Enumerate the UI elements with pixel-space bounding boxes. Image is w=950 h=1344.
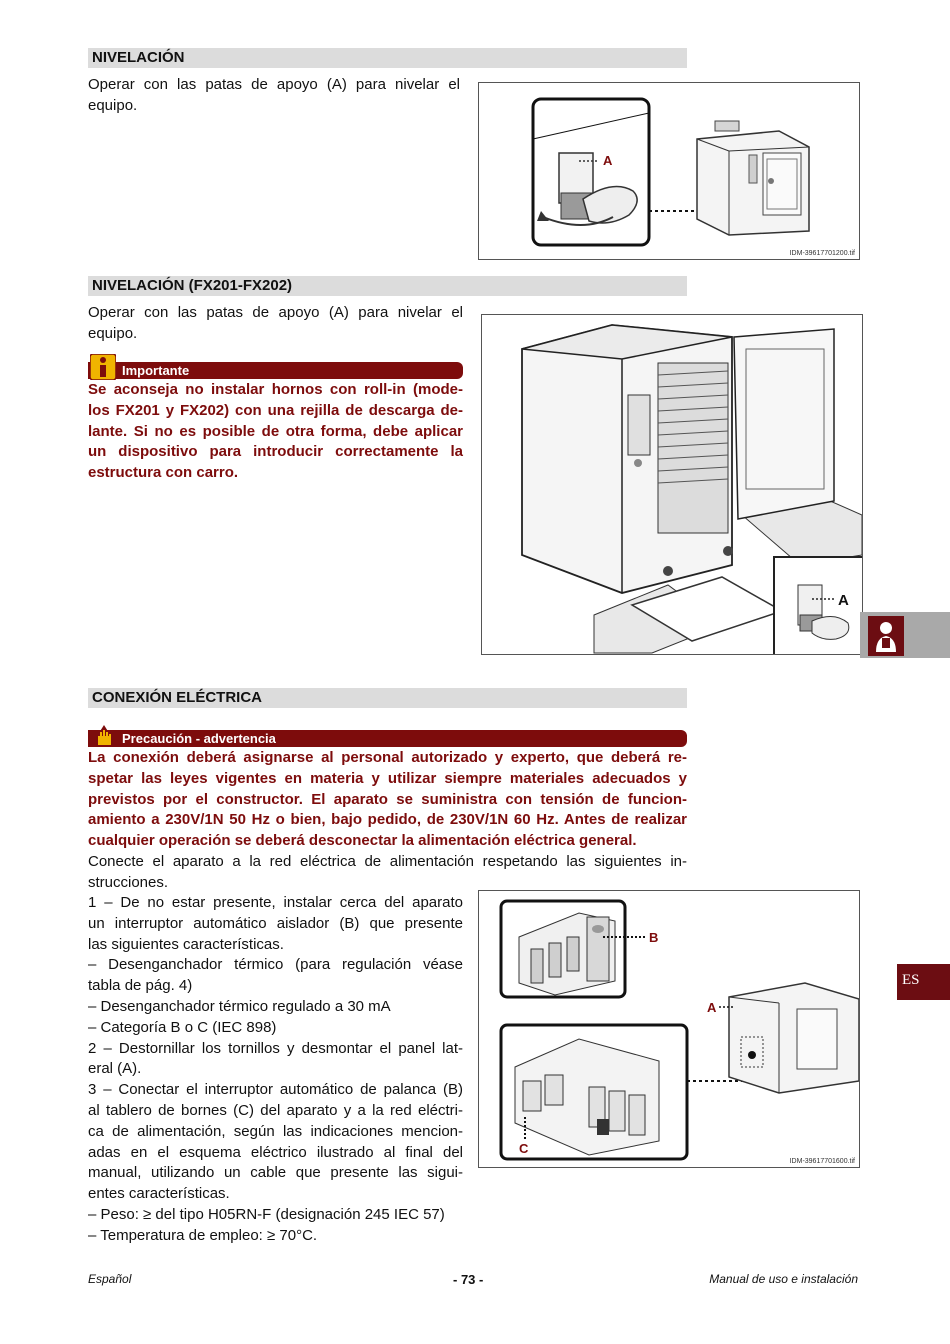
text-line: los FX201 y FX202) con una rejilla de descarga de- bbox=[88, 401, 463, 419]
figure-leveling bbox=[478, 82, 860, 260]
text-line: spetar las leyes vigentes en materia y utilizar siempre materiales adecuados y bbox=[88, 769, 687, 787]
nivelacion-fx-text bbox=[88, 303, 463, 345]
text-line: Operar con las patas de apoyo (A) para nivelar el bbox=[88, 76, 460, 93]
leveling-illustration bbox=[479, 83, 859, 259]
text-line: Conecte el aparato a la red eléctrica de alimentación respetando las siguientes in- bbox=[88, 853, 687, 870]
section-title-nivelacion-fx: NIVELACIÓN (FX201-FX202) bbox=[88, 276, 687, 296]
label-a: A bbox=[838, 592, 849, 609]
step-line: – Desenganchador térmico regulado a 30 mA bbox=[88, 997, 391, 1015]
language-tab bbox=[897, 964, 950, 1000]
section-title-conexion: CONEXIÓN ELÉCTRICA bbox=[88, 688, 687, 708]
text-line: cualquier operación se deberá desconectar la alimentación eléctrica general. bbox=[88, 832, 637, 850]
conexion-steps bbox=[88, 893, 463, 1247]
step-line: eral (A). bbox=[88, 1060, 142, 1078]
text-line: La conexión deberá asignarse al personal autorizado y experto, que deberá re- bbox=[88, 749, 687, 766]
step-line: entes características. bbox=[88, 1185, 230, 1203]
section-title-nivelacion: NIVELACIÓN bbox=[88, 48, 687, 68]
figure-id: IDM-39617701600.tif bbox=[789, 1158, 855, 1165]
footer-manual-title: Manual de uso e instalación bbox=[709, 1272, 858, 1286]
warning-text bbox=[88, 748, 687, 852]
warning-label: Precaución - advertencia bbox=[122, 731, 276, 746]
step-line: tabla de pág. 4) bbox=[88, 977, 193, 995]
text-line: equipo. bbox=[88, 324, 138, 342]
rollin-oven-illustration bbox=[482, 315, 862, 654]
page-number: - 73 - bbox=[453, 1272, 484, 1287]
step-line: manual, utilizando un cable que presente las sigui- bbox=[88, 1164, 463, 1182]
text-line: Operar con las patas de apoyo (A) para nivelar el bbox=[88, 304, 463, 321]
step-line: – Peso: ≥ del tipo H05RN-F (designación 245 IEC 57) bbox=[88, 1205, 445, 1223]
notice-text bbox=[88, 380, 463, 484]
figure-id: IDM-39617701200.tif bbox=[789, 250, 855, 257]
step-line: adas en el esquema eléctrico ilustrado al final del bbox=[88, 1143, 463, 1161]
step-line: ca de alimentación, según las indicaciones mencion- bbox=[88, 1122, 463, 1140]
warning-banner bbox=[88, 730, 687, 747]
step-line: un interruptor automático aislador (B) que presente bbox=[88, 914, 463, 932]
text-line: equipo. bbox=[88, 96, 138, 114]
side-tab-icon-box bbox=[868, 616, 904, 656]
figure-rollin-oven bbox=[481, 314, 863, 655]
step-line: – Temperatura de empleo: ≥ 70°C. bbox=[88, 1226, 318, 1244]
info-icon bbox=[90, 354, 116, 380]
step-line: – Desenganchador térmico (para regulación véase bbox=[88, 956, 463, 974]
text-line: un dispositivo para introducir correctamente la bbox=[88, 443, 463, 461]
text-line: strucciones. bbox=[88, 873, 169, 891]
label-a: A bbox=[603, 153, 613, 168]
footer-language: Español bbox=[88, 1272, 132, 1286]
step-line: 1 – De no estar presente, instalar cerca del aparato bbox=[88, 894, 463, 911]
text-line: Se aconseja no instalar hornos con roll-in (mode- bbox=[88, 381, 463, 398]
notice-banner-importante bbox=[88, 362, 463, 379]
step-line: 2 – Destornillar los tornillos y desmontar el panel lat- bbox=[88, 1039, 463, 1057]
conexion-intro bbox=[88, 852, 687, 894]
text-line: lante. Si no es posible de otra forma, debe aplicar bbox=[88, 422, 463, 440]
electrical-illustration bbox=[479, 891, 859, 1167]
technician-icon bbox=[868, 616, 904, 656]
text-line: estructura con carro. bbox=[88, 464, 239, 482]
notice-label: Importante bbox=[122, 363, 190, 378]
step-line: las siguientes características. bbox=[88, 935, 284, 953]
text-line: amiento a 230V/1N 50 Hz o bien, bajo pedido, de 230V/1N 60 Hz. Antes de realizar bbox=[88, 811, 687, 829]
label-c: C bbox=[519, 1141, 529, 1156]
warning-hand-icon bbox=[90, 725, 118, 747]
figure-electrical bbox=[478, 890, 860, 1168]
nivelacion-text bbox=[88, 75, 460, 117]
step-line: 3 – Conectar el interruptor automático de palanca (B) bbox=[88, 1081, 463, 1099]
step-line: – Categoría B o C (IEC 898) bbox=[88, 1018, 277, 1036]
label-b: B bbox=[649, 930, 659, 945]
label-a: A bbox=[707, 1000, 717, 1015]
step-line: al tablero de bornes (C) del aparato y a la red eléctri- bbox=[88, 1101, 463, 1119]
language-tab-label: ES bbox=[902, 972, 920, 988]
text-line: previstos por el constructor. El aparato se suministra con tensión de funcion- bbox=[88, 790, 687, 808]
